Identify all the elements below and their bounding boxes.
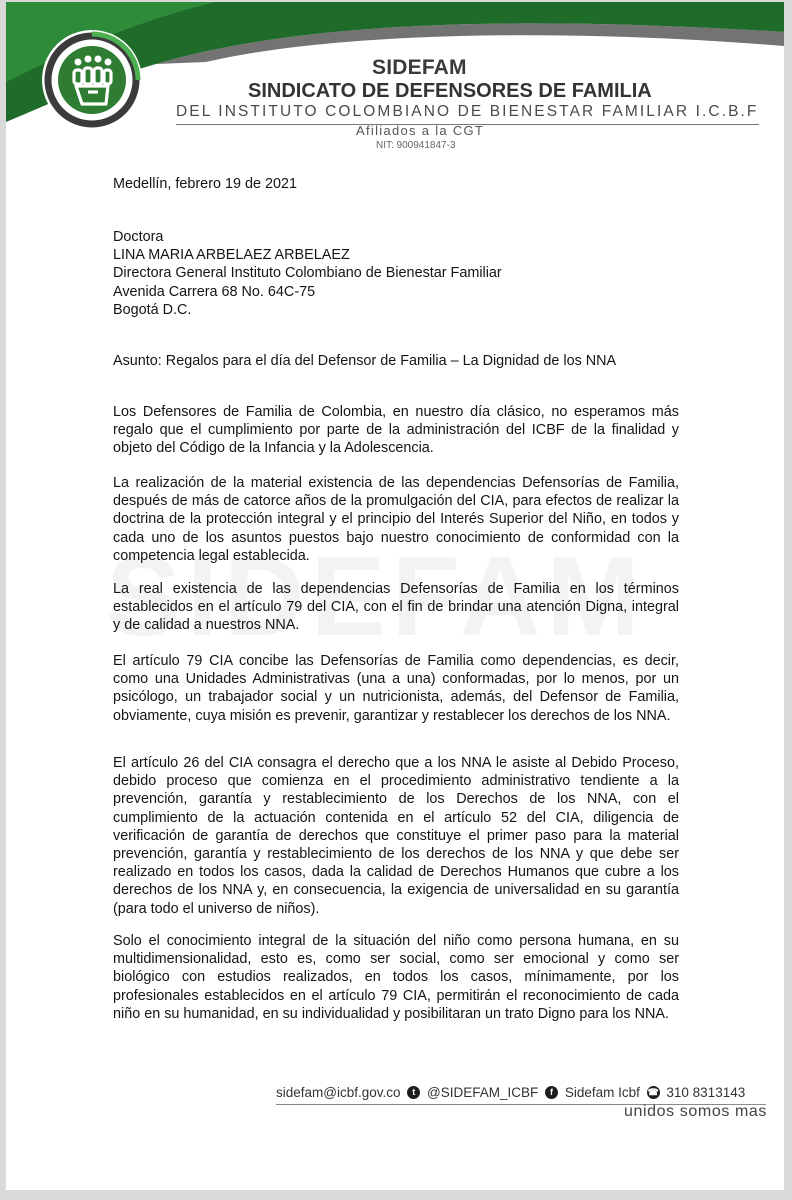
footer-facebook[interactable]: Sidefam Icbf xyxy=(564,1084,640,1100)
org-affiliation: Afiliados a la CGT xyxy=(356,123,485,138)
recipient-address: Avenida Carrera 68 No. 64C-75 xyxy=(113,283,316,300)
footer-phone[interactable]: 310 8313143 xyxy=(666,1084,746,1100)
paragraph: Los Defensores de Familia de Colombia, en nuestro día clásico, no esperamos más regalo que el cumplimiento por parte de la administración del ICBF de la finalidad y objeto del Código de la Infancia y la Adolescencia. xyxy=(113,404,679,457)
letter-date: Medellín, febrero 19 de 2021 xyxy=(113,176,298,192)
paragraph: Solo el conocimiento integral de la situación del niño como persona humana, en su multidimensionalidad, esto es, como ser social, como ser emocional y como ser biológico con estudios realizados, en todos los casos, mínimamente, por los profesionales establecidos en el artículo 79 CIA, permitirán el reconocimiento de cada niño en su humanidad, en su individualidad y posibilitaran un trato Digno para los NNA. xyxy=(113,933,679,1022)
footer-contacts xyxy=(276,1084,766,1105)
org-acronym: SIDEFAM xyxy=(372,56,467,79)
recipient-block xyxy=(113,228,679,319)
paragraph: La real existencia de las dependencias Defensorías de Familia en los términos establecidos en el artículo 79 del CIA, con el fin de brindar una atención Digna, integral y de calidad a nuestros NNA. xyxy=(113,581,679,634)
org-name: SINDICATO DE DEFENSORES DE FAMILIA xyxy=(248,80,652,102)
paragraph: La realización de la material existencia de las dependencias Defensorías de Familia, después de más de catorce años de la promulgación del CIA, para efectos de realizar la doctrina de la protección integral y el principio del Interés Superior del Niño, en todos y cada uno de los asuntos puestos bajo nuestro conocimiento de conformidad con la competencia legal establecida. xyxy=(113,475,679,564)
recipient-city: Bogotá D.C. xyxy=(113,301,192,318)
recipient-position: Directora General Instituto Colombiano de Bienestar Familiar xyxy=(113,265,502,282)
paragraph: El artículo 26 del CIA consagra el derecho que a los NNA le asiste al Debido Proceso, debido proceso que comienza en el procedimiento administrativo tendiente a la prevención, garantía y restablecimiento de los Derechos de los NNA, con el cumplimiento de la actuación contenida en el artículo 52 del CIA, diligencia de verificación de garantía de derechos que constituye el primer paso para la material prevención, garantía y restablecimiento de los derechos de los NNA y que debe ser realizado en todos los casos, dada la calidad de Derechos Humanos que cubre a los derechos de los NNA y, en consecuencia, la exigencia de universalidad en su garantía (para todo el universo de niños). xyxy=(113,755,679,917)
recipient-name: LINA MARIA ARBELAEZ ARBELAEZ xyxy=(113,247,350,264)
footer-motto: unidos somos mas xyxy=(624,1103,767,1120)
paragraph: El artículo 79 CIA concibe las Defensorías de Familia como dependencias, es decir, como una Unidades Administrativas (una a una) conformadas, por lo menos, por un psicólogo, un trabajador social y un nutricionista, además, del Defensor de Familia, obviamente, cuya misión es prevenir, garantizar y restablecer los derechos de los NNA. xyxy=(113,653,679,724)
footer-twitter[interactable]: @SIDEFAM_ICBF xyxy=(427,1084,539,1100)
facebook-icon: f xyxy=(545,1086,558,1099)
letter-subject: Asunto: Regalos para el día del Defensor de Familia – La Dignidad de los NNA xyxy=(113,353,617,369)
letter-page xyxy=(6,2,784,1190)
org-nit: NIT: 900941847-3 xyxy=(376,140,456,151)
sidefam-logo xyxy=(38,26,146,134)
recipient-title: Doctora xyxy=(113,229,164,245)
phone-icon: ☎ xyxy=(647,1086,659,1097)
org-institute: DEL INSTITUTO COLOMBIANO DE BIENESTAR FAMILIAR I.C.B.F xyxy=(176,103,759,125)
twitter-icon: t xyxy=(407,1086,420,1099)
footer-email[interactable]: sidefam@icbf.gov.co xyxy=(276,1084,401,1100)
